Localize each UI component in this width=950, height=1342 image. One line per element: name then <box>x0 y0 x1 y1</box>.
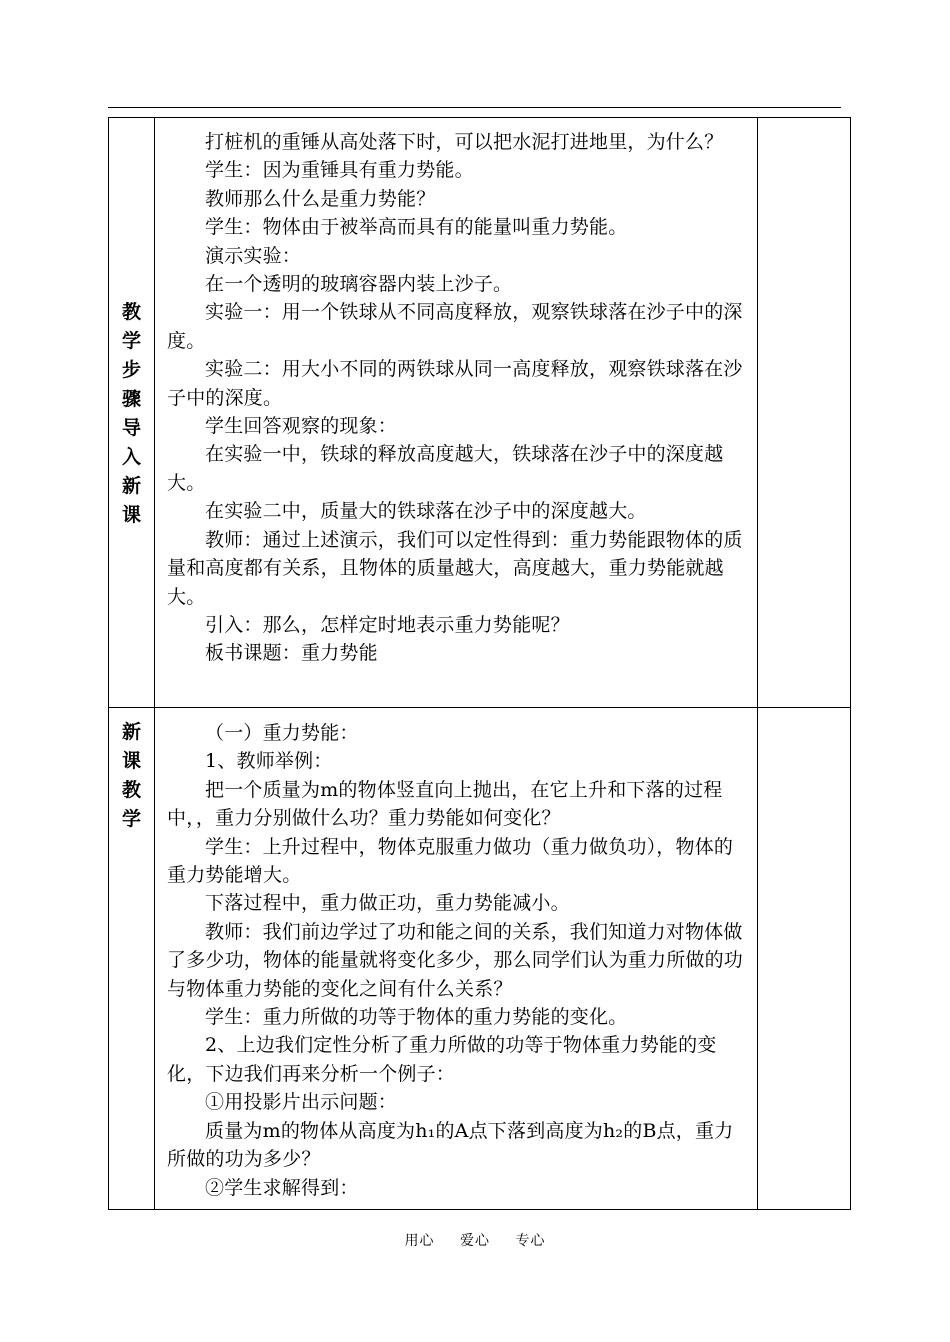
row-label-char: 学 <box>121 330 141 352</box>
header-rule <box>108 107 841 108</box>
row-label-char: 步 <box>121 359 141 381</box>
row-label-char: 新 <box>121 721 141 743</box>
paragraph: 实验二：用大小不同的两铁球从同一高度释放，观察铁球落在沙子中的深度。 <box>167 358 743 409</box>
row-label-char: 导 <box>121 417 141 439</box>
paragraph: 板书课题：重力势能 <box>205 642 378 665</box>
row-label-char: 教 <box>121 779 141 801</box>
row-label-char: 新 <box>121 475 141 497</box>
paragraph: 演示实验： <box>205 244 302 267</box>
paragraph: 学生：物体由于被举高而具有的能量叫重力势能。 <box>205 216 628 239</box>
row-label-new-lesson <box>109 718 154 834</box>
page-footer <box>0 1230 950 1250</box>
paragraph: ①用投影片出示问题： <box>205 1091 398 1114</box>
paragraph: ②学生求解得到： <box>205 1176 359 1199</box>
paragraph: 学生：重力所做的功等于物体的重力势能的变化。 <box>205 1006 628 1029</box>
paragraph: 在实验二中，质量大的铁球落在沙子中的深度越大。 <box>205 500 647 523</box>
paragraph: 教师：通过上述演示，我们可以定性得到：重力势能跟物体的质量和高度都有关系，且物体的质量越大，高度越大，重力势能就越大。 <box>167 528 743 608</box>
column-divider-left <box>154 118 155 1209</box>
lesson-table <box>108 117 851 1210</box>
footer-word: 用心 <box>404 1233 435 1249</box>
footer-word: 爱心 <box>460 1233 490 1249</box>
row-label-intro <box>109 298 154 530</box>
paragraph: 打桩机的重锤从高处落下时，可以把水泥打进地里，为什么？ <box>205 131 724 153</box>
row-label-char: 课 <box>121 750 141 772</box>
paragraph: 教师：我们前边学过了功和能之间的关系，我们知道力对物体做了多少功，物体的能量就将变化多少，那么同学们认为重力所做的功与物体重力势能的变化之间有什么关系？ <box>167 920 744 1000</box>
intro-content <box>167 128 752 668</box>
new-lesson-content <box>167 719 752 1202</box>
paragraph: 下落过程中，重力做正功，重力势能减小。 <box>205 892 570 915</box>
row-label-char: 教 <box>121 301 141 323</box>
paragraph: 质量为m的物体从高度为h₁的A点下落到高度为h₂的B点，重力所做的功为多少？ <box>167 1119 734 1171</box>
paragraph: 2、上边我们定性分析了重力所做的功等于物体重力势能的变化，下边我们再来分析一个例子： <box>167 1034 717 1085</box>
row-label-char: 入 <box>121 446 141 468</box>
paragraph: 在一个透明的玻璃容器内装上沙子。 <box>205 273 513 296</box>
paragraph: 教师那么什么是重力势能？ <box>205 187 436 210</box>
paragraph: 实验一：用一个铁球从不同高度释放，观察铁球落在沙子中的深度。 <box>167 301 743 352</box>
column-divider-right <box>757 118 758 1209</box>
paragraph: 学生回答观察的现象： <box>205 415 398 438</box>
footer-word: 专心 <box>515 1233 546 1249</box>
paragraph: 学生：上升过程中，物体克服重力做功（重力做负功），物体的重力势能增大。 <box>167 835 734 887</box>
paragraph: 在实验一中，铁球的释放高度越大，铁球落在沙子中的深度越大。 <box>167 443 724 494</box>
row-divider <box>109 707 850 708</box>
row-label-char: 课 <box>121 504 141 526</box>
paragraph: （一）重力势能： <box>205 722 359 744</box>
paragraph: 引入：那么，怎样定时地表示重力势能呢？ <box>205 613 570 636</box>
row-label-char: 骤 <box>121 388 141 410</box>
paragraph: 学生：因为重锤具有重力势能。 <box>205 159 474 182</box>
paragraph: 1、教师举例： <box>205 750 333 773</box>
row-label-char: 学 <box>121 808 141 830</box>
paragraph: 把一个质量为m的物体竖直向上抛出，在它上升和下落的过程中，，重力分别做什么功？重力势能如何变化？ <box>167 778 723 830</box>
